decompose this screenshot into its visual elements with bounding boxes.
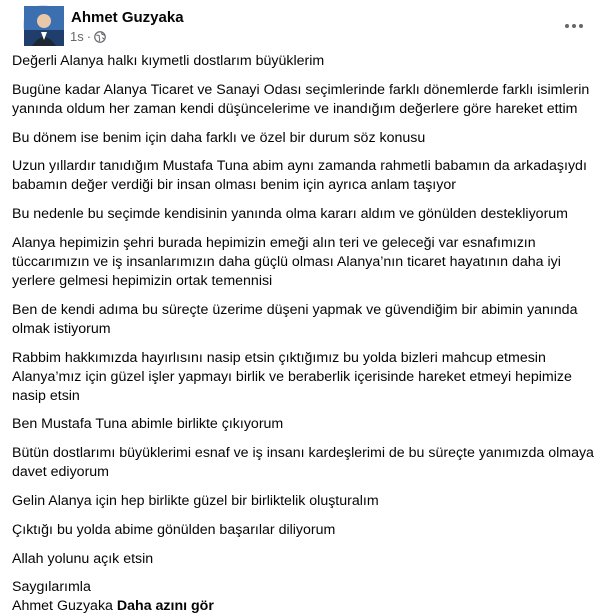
post-paragraph: Uzun yıllardır tanıdığım Mustafa Tuna abim aynı zamanda rahmetli babamın da arkadaşıydı babamın değer verdiği bir insan olması benim için ayrıca anlam taşıyor <box>12 158 587 194</box>
signature-line <box>12 597 602 616</box>
post-paragraph: Alanya hepimizin şehri burada hepimizin emeği alın teri ve geleceği var esnafımızın tüccarımızın ve iş insanlarımızın daha güçlü olması Alanya’nın ticaret hayatının daha iyi yerlere gelmesi hepimizin ortak temennisi <box>12 234 561 289</box>
post-paragraph: Allah yolunu açık etsin <box>12 550 154 567</box>
post-paragraph: Bütün dostlarımı büyüklerimi esnaf ve iş insanı kardeşlerimi de bu süreçte yanımızda olmaya davet ediyorum <box>12 445 594 481</box>
post-timestamp[interactable]: 1s <box>70 29 84 44</box>
see-less-button[interactable]: Daha azını gör <box>116 598 214 615</box>
post-paragraph: Değerli Alanya halkı kıymetli dostlarım büyüklerim <box>12 53 325 69</box>
post-header <box>12 0 602 52</box>
post-paragraph: Bugüne kadar Alanya Ticaret ve Sanayi Odası seçimlerinde farklı dönemlerde farklı isimlerin yanında oldum her zaman kendi düşüncelerime ve inandığım değerlere göre hareket ettim <box>12 81 590 117</box>
post-paragraph: Rabbim hakkımızda hayırlısını nasip etsin çıktığımız bu yolda bizleri mahcup etmesin Alanya’mız için güzel işler yapmayı birlik ve beraberlik içerisinde hareket etmeyi hepimize nasip etsin <box>12 349 572 404</box>
more-options-icon[interactable] <box>558 10 590 42</box>
post-paragraph: Gelin Alanya için hep birlikte güzel bir birliktelik oluşturalım <box>12 492 379 509</box>
author-name[interactable]: Ahmet Guzyaka <box>71 9 184 26</box>
globe-icon[interactable] <box>94 31 106 43</box>
meta-separator: · <box>86 29 92 44</box>
signature-name: Ahmet Guzyaka <box>12 598 113 615</box>
post-meta <box>70 29 106 44</box>
post-paragraph: Ben Mustafa Tuna abimle birlikte çıkıyorum <box>12 416 284 433</box>
post-paragraph: Bu dönem ise benim için daha farklı ve özel bir durum söz konusu <box>12 129 426 146</box>
author-avatar[interactable] <box>23 5 63 45</box>
post-paragraph: Bu nedenle bu seçimde kendisinin yanında olma kararı aldım ve gönülden destekliyorum <box>12 206 569 223</box>
closing-line: Saygılarımla <box>12 579 91 596</box>
post-paragraph: Ben de kendi adıma bu süreçte üzerime düşeni yapmak ve güvendiğim bir abimin yanında olmak istiyorum <box>12 301 578 337</box>
post-body <box>12 52 602 616</box>
post-paragraph: Çıktığı bu yolda abime gönülden başarılar diliyorum <box>12 521 336 538</box>
